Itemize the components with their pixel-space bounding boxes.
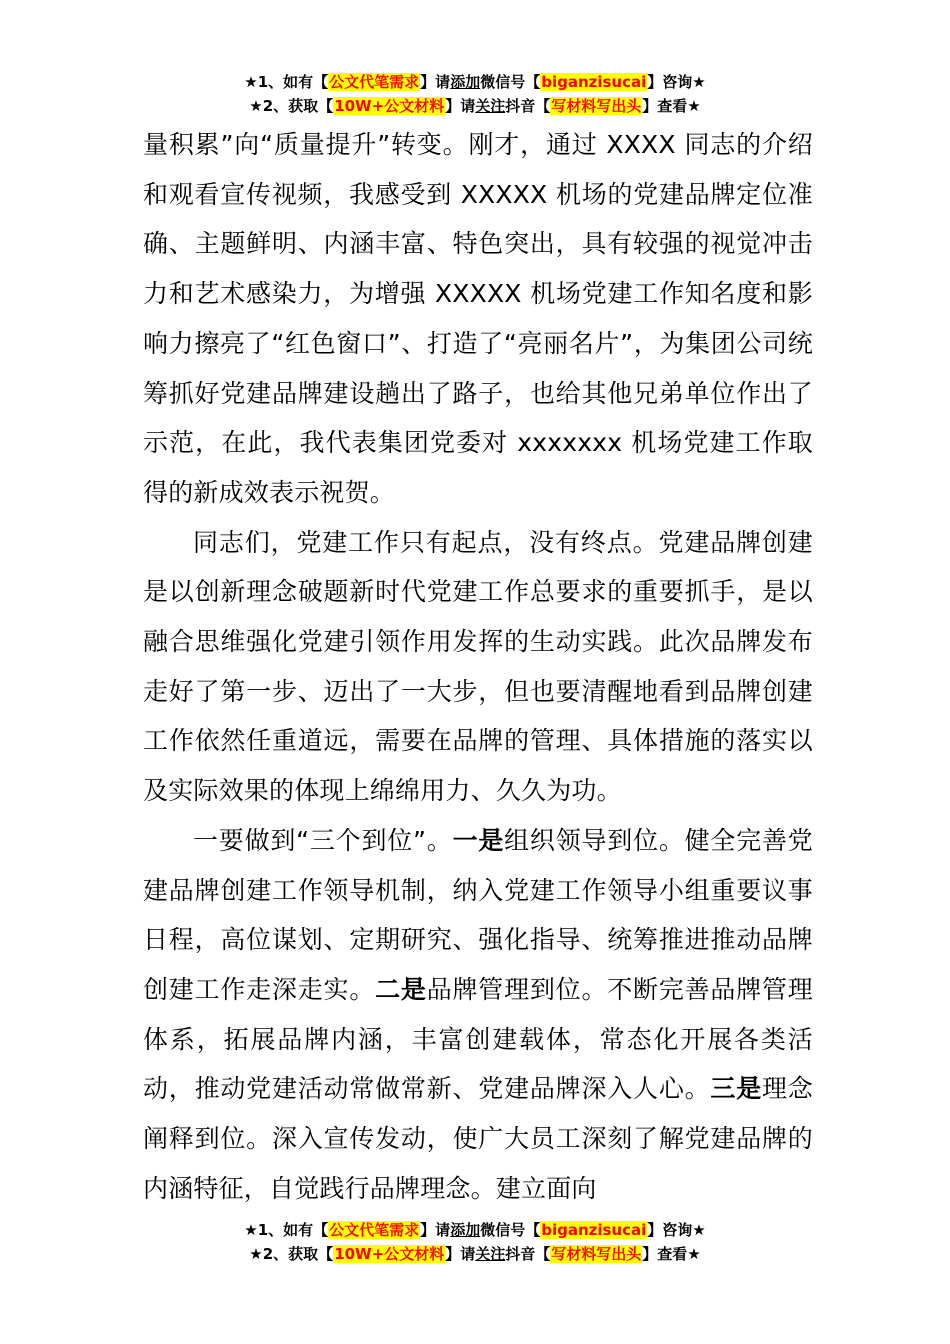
promo-text: ★2、获取【 bbox=[249, 97, 334, 115]
highlight-text: 写材料写出头 bbox=[551, 1245, 642, 1263]
underlined-text: 关注 bbox=[475, 1245, 506, 1263]
promo-text: 】请 bbox=[445, 1245, 476, 1263]
promo-text: 】咨询★ bbox=[647, 1221, 706, 1239]
promo-text: ★2、获取【 bbox=[249, 1245, 334, 1263]
bold-label: 三是 bbox=[710, 1074, 763, 1104]
document-body bbox=[143, 120, 813, 1213]
highlight-text: 10W+公文材料 bbox=[334, 97, 445, 115]
bold-label: 一是 bbox=[452, 825, 505, 855]
promo-text: ★1、如有【 bbox=[244, 73, 329, 91]
promo-text: 】查看★ bbox=[642, 1245, 701, 1263]
promo-line-1 bbox=[0, 1218, 950, 1242]
promo-text: 微信号【 bbox=[480, 73, 541, 91]
heading-text: 一要做到“三个到位”。 bbox=[193, 825, 453, 855]
promo-line-2 bbox=[0, 1242, 950, 1266]
highlight-text: 10W+公文材料 bbox=[334, 1245, 445, 1263]
promo-line-1 bbox=[0, 70, 950, 94]
highlight-text: biganzisucai bbox=[541, 1221, 647, 1239]
paragraph-text: 组织领导到位。健全完善党建品牌创建工作领导机制，纳入党建工作领导小组重要议事日程，高位谋划、定期研究、强化指导、统筹推进推动品牌创建工作走深走实。 bbox=[143, 825, 813, 1004]
paragraph-2: 同志们，党建工作只有起点，没有终点。党建品牌创建是以创新理念破题新时代党建工作总要求的重要抓手，是以融合思维强化党建引领作用发挥的生动实践。此次品牌发布走好了第一步、迈出了一大步，但也要清醒地看到品牌创建工作依然任重道远，需要在品牌的管理、具体措施的落实以及实际效果的体现上绵绵用力、久久为功。 bbox=[143, 527, 813, 806]
promo-banner-top bbox=[0, 70, 950, 118]
paragraph-text: 理念阐释到位。深入宣传发动，使广大员工深刻了解党建品牌的内涵特征，自觉践行品牌理念。建立面向 bbox=[143, 1074, 814, 1203]
highlight-text: 公文代笔需求 bbox=[329, 1221, 420, 1239]
paragraph-1: 量积累”向“质量提升”转变。刚才，通过 XXXX 同志的介绍和观看宣传视频，我感受到 XXXXX 机场的党建品牌定位准确、主题鲜明、内涵丰富、特色突出，具有较强的视觉冲击力和艺术感染力，为增强 XXXXX 机场党建工作知名度和影响力擦亮了“红色窗口”、打造了“亮丽名片”，为集团公司统筹抓好党建品牌建设趟出了路子，也给其他兄弟单位作出了示范，在此，我代表集团党委对 xxxxxxx 机场党建工作取得的新成效表示祝贺。 bbox=[143, 130, 813, 507]
promo-banner-bottom bbox=[0, 1218, 950, 1266]
bold-label: 二是 bbox=[375, 974, 427, 1004]
highlight-text: 写材料写出头 bbox=[551, 97, 642, 115]
underlined-text: 关注 bbox=[475, 97, 506, 115]
promo-line-2 bbox=[0, 94, 950, 118]
promo-text: 抖音【 bbox=[505, 1245, 551, 1263]
promo-text: 】咨询★ bbox=[647, 73, 706, 91]
promo-text: 】请 bbox=[420, 1221, 451, 1239]
promo-text: 】查看★ bbox=[642, 97, 701, 115]
promo-text: 】请 bbox=[420, 73, 451, 91]
promo-text: 抖音【 bbox=[505, 97, 551, 115]
underlined-text: 添加 bbox=[450, 73, 481, 91]
underlined-text: 添加 bbox=[450, 1221, 481, 1239]
paragraph-text: 品牌管理到位。不断完善品牌管理体系，拓展品牌内涵，丰富创建载体，常态化开展各类活动，推动党建活动常做常新、党建品牌深入人心。 bbox=[143, 974, 813, 1104]
promo-text: ★1、如有【 bbox=[244, 1221, 329, 1239]
promo-text: 】请 bbox=[445, 97, 476, 115]
paragraph-3 bbox=[143, 816, 813, 1214]
highlight-text: biganzisucai bbox=[541, 73, 647, 91]
promo-text: 微信号【 bbox=[480, 1221, 541, 1239]
highlight-text: 公文代笔需求 bbox=[329, 73, 420, 91]
